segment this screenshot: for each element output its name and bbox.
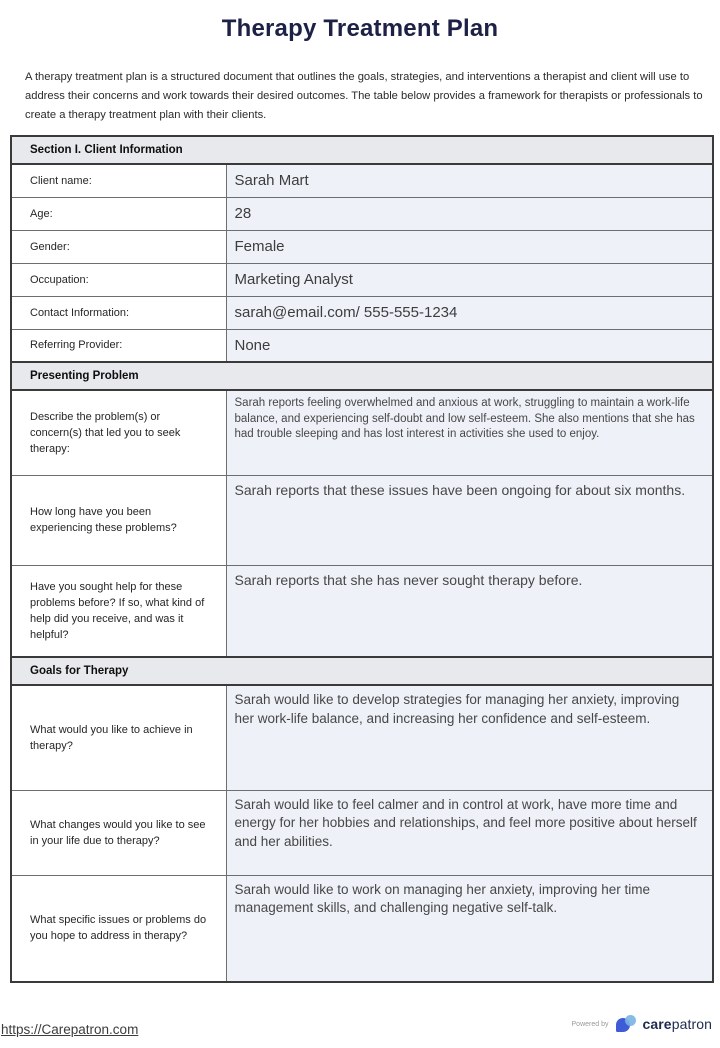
section-header-goals-for-therapy [11, 657, 713, 685]
page-title: Therapy Treatment Plan [221, 15, 499, 42]
section-header-client-information [11, 136, 713, 164]
treatment-plan-table [10, 135, 714, 983]
question-label: What changes would you like to see in your life due to therapy? [11, 790, 226, 875]
table-row [11, 875, 713, 982]
field-value: Sarah Mart [226, 164, 713, 197]
document-page [0, 15, 720, 1048]
question-label: How long have you been experiencing these problems? [11, 475, 226, 565]
table-row [11, 329, 713, 362]
section-header-label: Section I. Client Information [11, 136, 713, 164]
answer-text: Sarah would like to work on managing her anxiety, improving her time management skills, and challenging negative self-talk. [226, 875, 713, 982]
powered-by-badge [572, 1015, 712, 1033]
table-row [11, 685, 713, 790]
field-value: Marketing Analyst [226, 263, 713, 296]
field-value: None [226, 329, 713, 362]
table-row [11, 790, 713, 875]
section-header-label: Presenting Problem [11, 362, 713, 390]
table-row [11, 197, 713, 230]
table-row [11, 263, 713, 296]
wordmark-patron: patron [671, 1016, 712, 1032]
section-header-presenting-problem [11, 362, 713, 390]
section-header-label: Goals for Therapy [11, 657, 713, 685]
intro-paragraph: A therapy treatment plan is a structured document that outlines the goals, strategies, and interventions a therapist and client will use to address their concerns and work towards their desired outcomes. The table below provides a framework for therapists or professionals to create a therapy treatment plan with their clients. [25, 71, 703, 121]
question-label: Describe the problem(s) or concern(s) that led you to seek therapy: [11, 390, 226, 475]
field-value: Female [226, 230, 713, 263]
table-row [11, 230, 713, 263]
powered-by-label: Powered by [571, 1020, 609, 1028]
field-label: Occupation: [11, 263, 226, 296]
carepatron-wordmark [642, 1016, 712, 1032]
field-value: sarah@email.com/ 555-555-1234 [226, 296, 713, 329]
field-label: Referring Provider: [11, 329, 226, 362]
field-label: Contact Information: [11, 296, 226, 329]
footer-link[interactable]: https://Carepatron.com [1, 1022, 139, 1037]
logo-dot-shape [625, 1015, 636, 1026]
table-row [11, 390, 713, 475]
answer-text: Sarah reports that these issues have been ongoing for about six months. [226, 475, 713, 565]
answer-text: Sarah reports that she has never sought therapy before. [226, 565, 713, 657]
question-label: Have you sought help for these problems before? If so, what kind of help did you receive, and was it helpful? [11, 565, 226, 657]
question-label: What would you like to achieve in therapy? [11, 685, 226, 790]
wordmark-care: care [642, 1016, 672, 1032]
table-row [11, 296, 713, 329]
table-row [11, 565, 713, 657]
table-row [11, 164, 713, 197]
field-value: 28 [226, 197, 713, 230]
field-label: Gender: [11, 230, 226, 263]
carepatron-logo-icon [616, 1015, 636, 1033]
table-row [11, 475, 713, 565]
answer-text: Sarah would like to develop strategies for managing her anxiety, improving her work-life balance, and increasing her confidence and self-esteem. [226, 685, 713, 790]
field-label: Client name: [11, 164, 226, 197]
question-label: What specific issues or problems do you hope to address in therapy? [11, 875, 226, 982]
answer-text: Sarah reports feeling overwhelmed and anxious at work, struggling to maintain a work-life balance, and experiencing self-doubt and low self-esteem. She also mentions that she has had trouble sleeping and has lost interest in activities she used to enjoy. [226, 390, 713, 475]
field-label: Age: [11, 197, 226, 230]
answer-text: Sarah would like to feel calmer and in control at work, have more time and energy for her hobbies and relationships, and feel more positive about herself and her abilities. [226, 790, 713, 875]
